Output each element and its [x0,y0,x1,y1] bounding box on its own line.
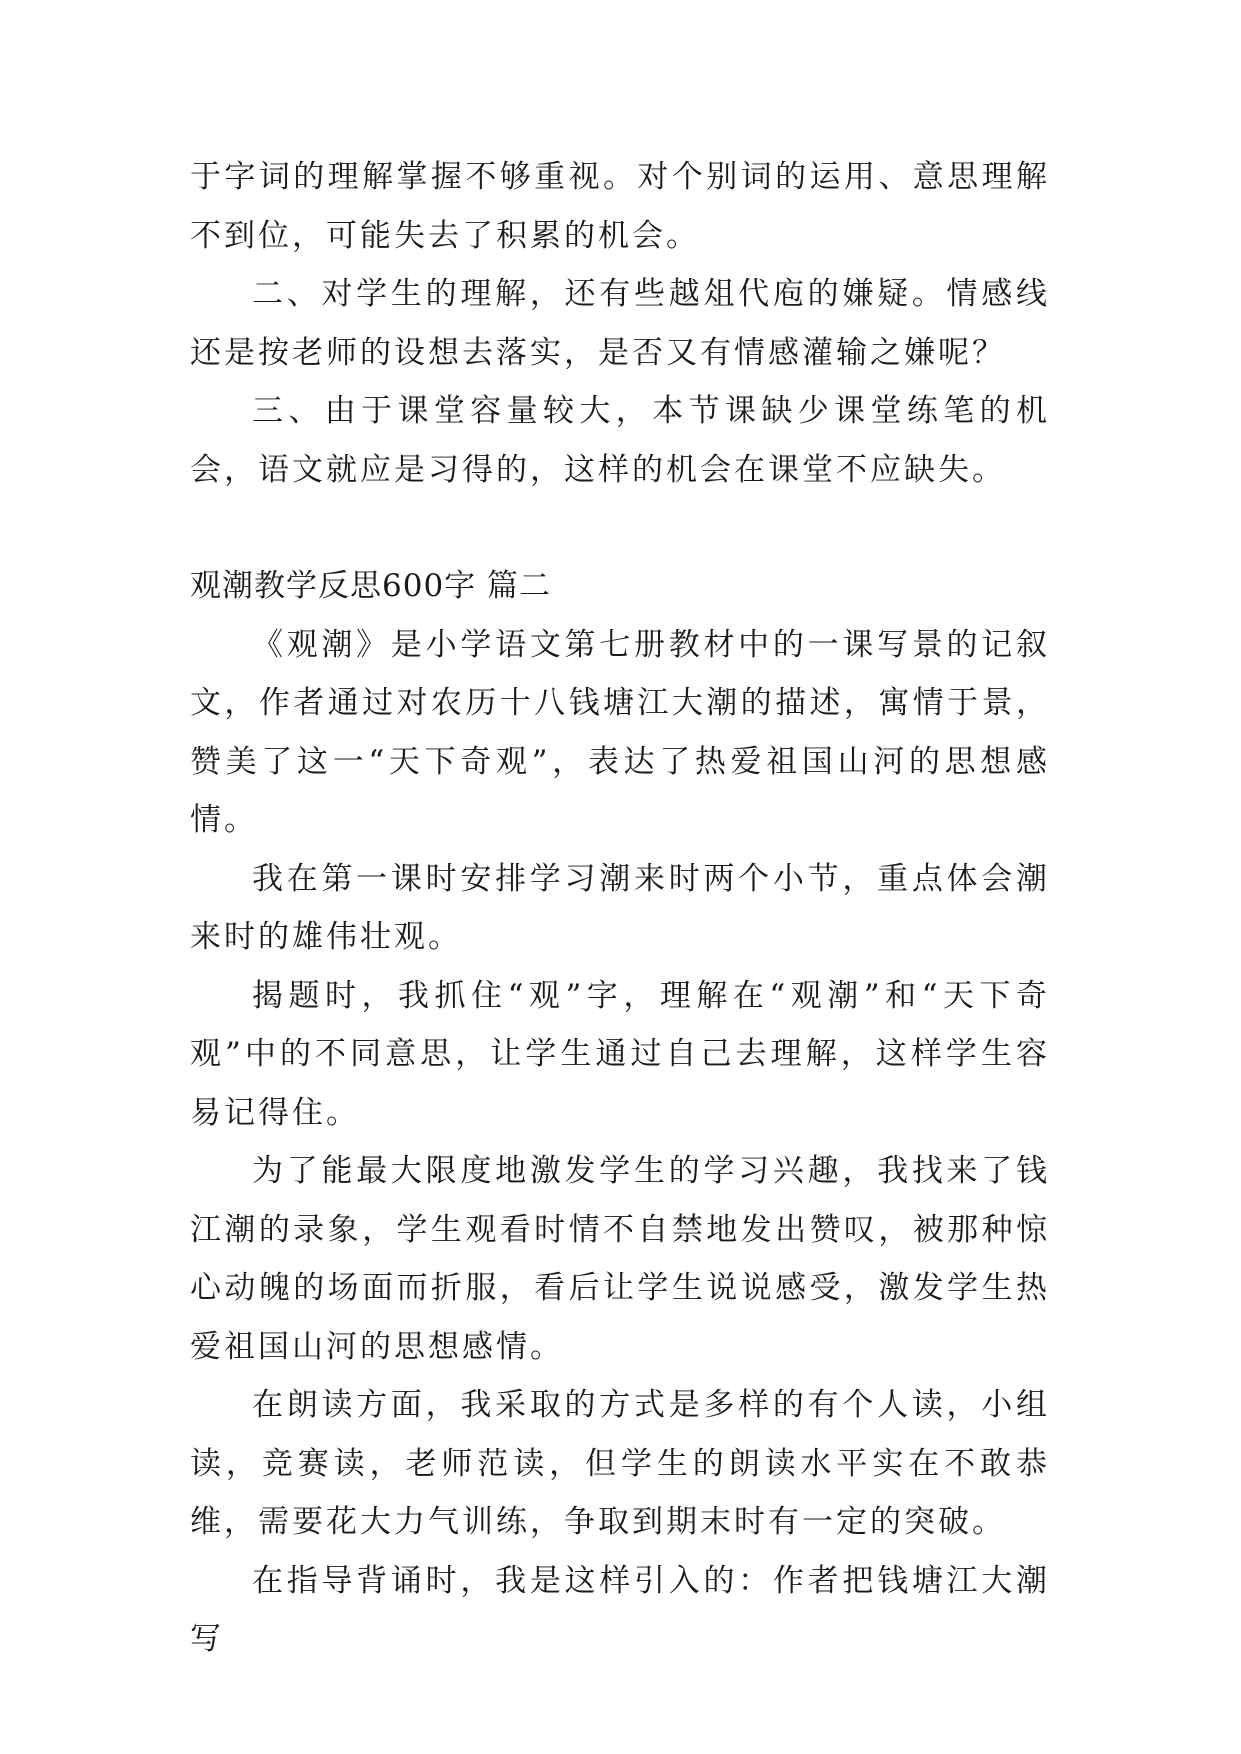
document-body [190,148,1050,1669]
paragraph-video: 为了能最大限度地激发学生的学习兴趣，我找来了钱江潮的录象，学生观看时情不自禁地发出赞叹，被那种惊心动魄的场面而折服，看后让学生说说感受，激发学生热爱祖国山河的思想感情。 [190,1153,1050,1365]
paragraph-point-two: 二、对学生的理解，还有些越俎代庖的嫌疑。情感线还是按老师的设想去落实，是否又有情感灌输之嫌呢？ [190,276,1050,371]
paragraph-reading: 在朗读方面，我采取的方式是多样的有个人读，小组读，竞赛读，老师范读，但学生的朗读水平实在不敢恭维，需要花大力气训练，争取到期末时有一定的突破。 [190,1387,1050,1540]
paragraph-first-lesson: 我在第一课时安排学习潮来时两个小节，重点体会潮来时的雄伟壮观。 [190,860,1050,955]
paragraph-recitation: 在指导背诵时，我是这样引入的：作者把钱塘江大潮写 [190,1562,1050,1657]
paragraph-point-three: 三、由于课堂容量较大，本节课缺少课堂练笔的机会，语文就应是习得的，这样的机会在课堂不应缺失。 [190,393,1050,488]
paragraph-title-reveal: 揭题时，我抓住“观”字，理解在“观潮”和“天下奇观”中的不同意思，让学生通过自己去理解，这样学生容易记得住。 [190,977,1050,1131]
paragraph-continuation: 于字词的理解掌握不够重视。对个别词的运用、意思理解不到位，可能失去了积累的机会。 [190,159,1050,254]
paragraph-intro: 《观潮》是小学语文第七册教材中的一课写景的记叙文，作者通过对农历十八钱塘江大潮的描述，寓情于景，赞美了这一“天下奇观”，表达了热爱祖国山河的思想感情。 [190,626,1050,838]
section-title: 观潮教学反思600字 篇二 [190,568,552,604]
